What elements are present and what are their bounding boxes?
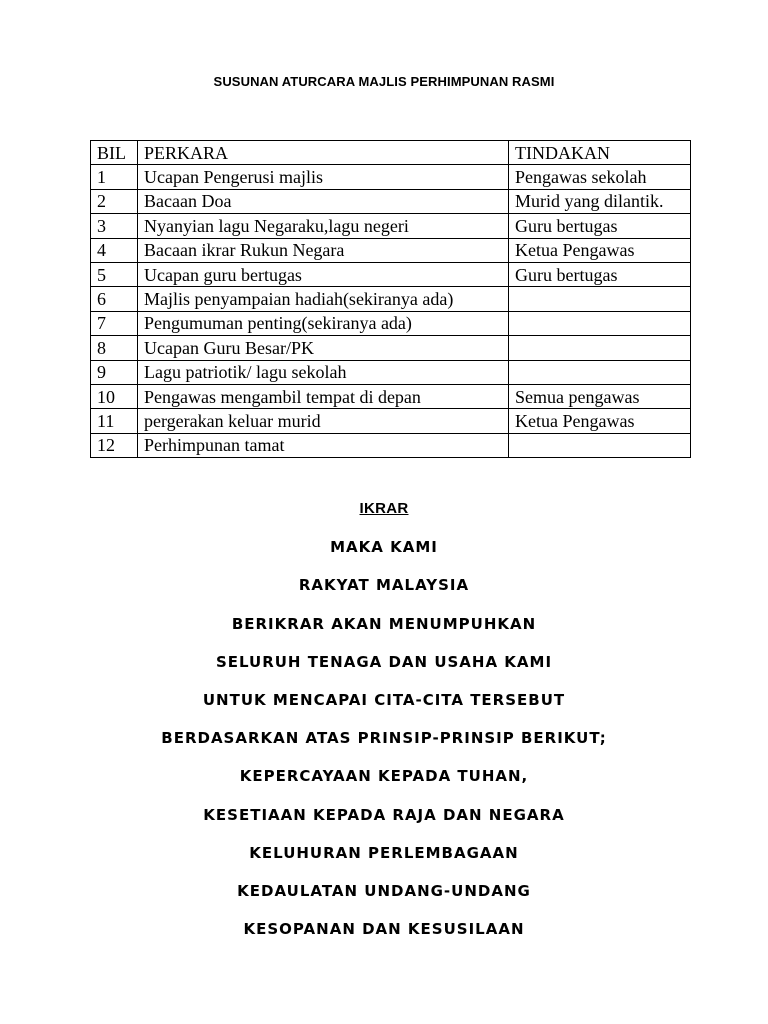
table-row [91, 384, 691, 408]
cell-tindakan: Ketua Pengawas [509, 409, 691, 433]
ikrar-line: KELUHURAN PERLEMBAGAAN [249, 843, 519, 862]
cell-bil: 12 [91, 433, 138, 457]
cell-bil: 4 [91, 238, 138, 262]
cell-perkara: Pengawas mengambil tempat di depan [138, 384, 509, 408]
table-row [91, 262, 691, 286]
cell-tindakan: Murid yang dilantik. [509, 189, 691, 213]
cell-bil: 11 [91, 409, 138, 433]
cell-bil: 1 [91, 165, 138, 189]
table-row [91, 409, 691, 433]
document-title: SUSUNAN ATURCARA MAJLIS PERHIMPUNAN RASMI [213, 74, 555, 89]
ikrar-line: KESETIAAN KEPADA RAJA DAN NEGARA [203, 805, 565, 824]
cell-bil: 2 [91, 189, 138, 213]
ikrar-heading: IKRAR [359, 500, 409, 517]
cell-tindakan [509, 360, 691, 384]
cell-perkara: Lagu patriotik/ lagu sekolah [138, 360, 509, 384]
table-row [91, 214, 691, 238]
table-row [91, 360, 691, 384]
cell-tindakan: Ketua Pengawas [509, 238, 691, 262]
cell-perkara: Ucapan Pengerusi majlis [138, 165, 509, 189]
cell-tindakan [509, 433, 691, 457]
cell-tindakan: Semua pengawas [509, 384, 691, 408]
cell-perkara: pergerakan keluar murid [138, 409, 509, 433]
cell-perkara: Bacaan ikrar Rukun Negara [138, 238, 509, 262]
table-row [91, 433, 691, 457]
ikrar-line: UNTUK MENCAPAI CITA-CITA TERSEBUT [202, 690, 566, 709]
cell-tindakan [509, 287, 691, 311]
ikrar-line: SELURUH TENAGA DAN USAHA KAMI [215, 652, 553, 671]
table-row [91, 165, 691, 189]
cell-bil: 9 [91, 360, 138, 384]
table-header-row [91, 141, 691, 165]
column-header-bil: BIL [91, 141, 138, 165]
cell-perkara: Bacaan Doa [138, 189, 509, 213]
cell-perkara: Ucapan guru bertugas [138, 262, 509, 286]
ikrar-line: MAKA KAMI [330, 538, 438, 557]
cell-bil: 6 [91, 287, 138, 311]
ikrar-line: KEPERCAYAAN KEPADA TUHAN, [239, 767, 529, 786]
cell-perkara: Perhimpunan tamat [138, 433, 509, 457]
table-row [91, 336, 691, 360]
cell-perkara: Ucapan Guru Besar/PK [138, 336, 509, 360]
cell-bil: 10 [91, 384, 138, 408]
cell-tindakan [509, 336, 691, 360]
cell-perkara: Majlis penyampaian hadiah(sekiranya ada) [138, 287, 509, 311]
table-row [91, 238, 691, 262]
ikrar-line: RAKYAT MALAYSIA [298, 576, 470, 595]
column-header-tindakan: TINDAKAN [509, 141, 691, 165]
table-row [91, 311, 691, 335]
ikrar-line: KEDAULATAN UNDANG-UNDANG [237, 881, 531, 900]
ikrar-line: BERIKRAR AKAN MENUMPUHKAN [231, 614, 537, 633]
cell-perkara: Pengumuman penting(sekiranya ada) [138, 311, 509, 335]
ikrar-line: KESOPANAN DAN KESUSILAAN [243, 920, 525, 939]
cell-perkara: Nyanyian lagu Negaraku,lagu negeri [138, 214, 509, 238]
cell-tindakan: Guru bertugas [509, 214, 691, 238]
cell-tindakan [509, 311, 691, 335]
cell-tindakan: Pengawas sekolah [509, 165, 691, 189]
ikrar-section [0, 499, 768, 957]
agenda-table [90, 140, 691, 458]
cell-bil: 5 [91, 262, 138, 286]
table-row [91, 287, 691, 311]
cell-tindakan: Guru bertugas [509, 262, 691, 286]
cell-bil: 3 [91, 214, 138, 238]
cell-bil: 8 [91, 336, 138, 360]
ikrar-line: BERDASARKAN ATAS PRINSIP-PRINSIP BERIKUT; [161, 729, 607, 748]
table-row [91, 189, 691, 213]
column-header-perkara: PERKARA [138, 141, 509, 165]
cell-bil: 7 [91, 311, 138, 335]
